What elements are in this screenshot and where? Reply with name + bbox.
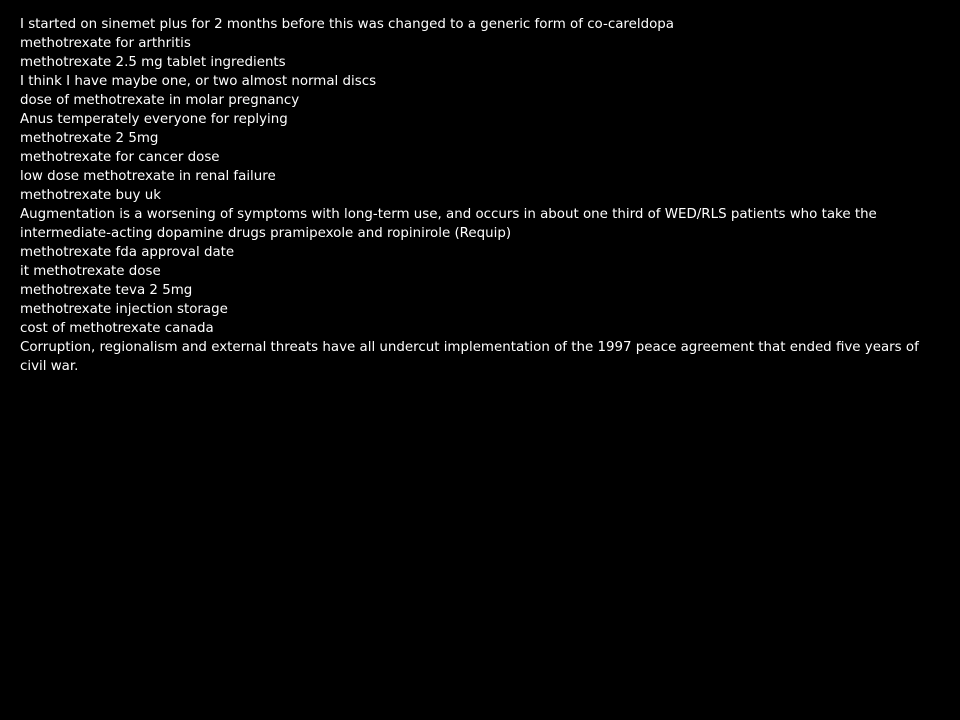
text-line: methotrexate 2.5 mg tablet ingredients bbox=[20, 55, 286, 70]
text-line: dose of methotrexate in molar pregnancy bbox=[20, 93, 300, 108]
text-line: low dose methotrexate in renal failure bbox=[20, 169, 276, 184]
text-line: it methotrexate dose bbox=[20, 264, 161, 279]
text-line: Corruption, regionalism and external threats have all undercut implementation of the 1997 peace agreement that ended five years of civil war. bbox=[20, 340, 919, 374]
text-line: methotrexate fda approval date bbox=[20, 245, 235, 260]
text-line: methotrexate teva 2 5mg bbox=[20, 283, 193, 298]
text-line: methotrexate for arthritis bbox=[20, 36, 191, 51]
text-line: methotrexate for cancer dose bbox=[20, 150, 220, 165]
text-line: Anus temperately everyone for replying bbox=[20, 112, 288, 127]
text-line: cost of methotrexate canada bbox=[20, 321, 214, 336]
text-line: Augmentation is a worsening of symptoms with long-term use, and occurs in about one third of WED/RLS patients who take the intermediate-acting dopamine drugs pramipexole and ropinirole (Requip) bbox=[20, 207, 877, 241]
text-line: methotrexate injection storage bbox=[20, 302, 228, 317]
text-line: I started on sinemet plus for 2 months before this was changed to a generic form of co-careldopa bbox=[20, 17, 674, 32]
text-line: methotrexate buy uk bbox=[20, 188, 161, 203]
text-lines bbox=[20, 15, 940, 376]
text-line: methotrexate 2 5mg bbox=[20, 131, 159, 146]
text-line: I think I have maybe one, or two almost normal discs bbox=[20, 74, 377, 89]
